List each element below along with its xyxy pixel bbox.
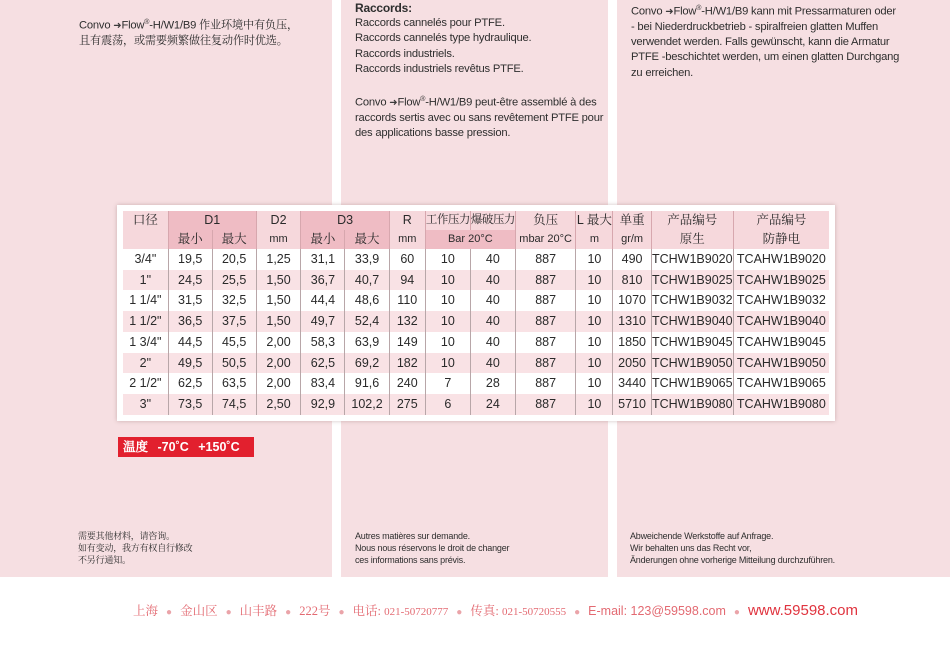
table-cell: 52,4 — [345, 311, 389, 332]
table-cell: 6 — [425, 394, 470, 415]
table-cell: 36,7 — [301, 270, 345, 291]
table-cell: 182 — [389, 353, 425, 374]
table-cell: 10 — [576, 290, 613, 311]
table-cell: 2050 — [613, 353, 651, 374]
header-length-unit: m — [576, 230, 613, 249]
table-cell: 10 — [576, 394, 613, 415]
table-cell: 63,5 — [212, 373, 256, 394]
note-line: Nous nous réservons le droit de changer — [355, 543, 510, 553]
table-cell: TCAHW1B9020 — [733, 249, 829, 270]
table-cell: 36,5 — [168, 311, 212, 332]
table-cell: 40 — [470, 311, 515, 332]
footer-number: 222号 — [299, 604, 331, 618]
note-line: Wir behalten uns das Recht vor, — [630, 543, 752, 553]
table-cell: TCAHW1B9065 — [733, 373, 829, 394]
table-cell: 887 — [515, 353, 576, 374]
table-cell: 10 — [576, 332, 613, 353]
intro-text: 作业环境中有负压， — [196, 19, 298, 32]
table-cell: TCHW1B9025 — [651, 270, 733, 291]
table-cell: 19,5 — [168, 249, 212, 270]
table-cell: TCAHW1B9045 — [733, 332, 829, 353]
table-cell: 73,5 — [168, 394, 212, 415]
table-cell: TCAHW1B9050 — [733, 353, 829, 374]
table-cell: 33,9 — [345, 249, 389, 270]
note-line: Änderungen ohne vorherige Mitteilung durchzuführen. — [630, 555, 835, 565]
table-row — [123, 311, 829, 332]
header-r: R — [389, 211, 425, 230]
german-line: - bei Niederdruckbetrieb - spiralfreien glatten Muffen — [631, 20, 879, 33]
table-cell: 24 — [470, 394, 515, 415]
table-cell: 10 — [576, 270, 613, 291]
table-cell: 5710 — [613, 394, 651, 415]
bullet-icon: ● — [456, 607, 463, 618]
table-cell: 275 — [389, 394, 425, 415]
table-cell: 240 — [389, 373, 425, 394]
german-line: zu erreichen. — [631, 66, 694, 79]
table-cell: 149 — [389, 332, 425, 353]
table-cell: 1 1/2" — [123, 311, 168, 332]
table-cell: 62,5 — [168, 373, 212, 394]
arrow-icon: ➜ — [389, 97, 398, 109]
table-cell: 1,50 — [256, 311, 301, 332]
table-cell: 3/4" — [134, 252, 157, 266]
header-burst-pressure: 爆破压力 — [470, 211, 515, 230]
table-cell: TCHW1B9065 — [651, 373, 733, 394]
temperature-min: -70˚C — [157, 440, 189, 454]
assembly-line-3: des applications basse pression. — [355, 127, 511, 140]
table-cell: 20,5 — [212, 249, 256, 270]
table-row — [123, 290, 829, 311]
table-cell: 94 — [389, 270, 425, 291]
table-cell: 83,4 — [301, 373, 345, 394]
table-cell: 2,00 — [256, 332, 301, 353]
header-size: 口径 — [123, 211, 168, 230]
header-length: L 最大 — [576, 211, 613, 230]
table-cell: 2 1/2" — [129, 376, 162, 391]
note-line: Abweichende Werkstoffe auf Anfrage. — [630, 531, 774, 541]
assembly-french — [355, 92, 603, 141]
table-cell: 40 — [470, 290, 515, 311]
german-line: verwendet werden. Falls gewünscht, kann die Armatur — [631, 36, 890, 49]
bullet-icon: ● — [338, 607, 345, 618]
header-vacuum-unit: mbar 20°C — [515, 230, 576, 249]
table-cell: TCHW1B9045 — [651, 332, 733, 353]
note-chinese — [78, 530, 192, 566]
raccords-item: Raccords cannelés pour PTFE. — [355, 17, 505, 30]
registered-mark: ® — [144, 19, 150, 26]
header-d3-max: 最大 — [345, 230, 389, 249]
raccords-section — [355, 1, 531, 77]
table-cell: 49,5 — [168, 353, 212, 374]
footer-road: 山丰路 — [239, 604, 278, 618]
table-cell: 132 — [389, 311, 425, 332]
table-row — [123, 249, 829, 270]
table-cell: 810 — [613, 270, 651, 291]
table-cell: 32,5 — [212, 290, 256, 311]
bullet-icon: ● — [574, 607, 581, 618]
header-r-unit: mm — [389, 230, 425, 249]
table-row — [123, 373, 829, 394]
table-cell: 10 — [576, 373, 613, 394]
header-d1-min: 最小 — [168, 230, 212, 249]
table-cell: 10 — [425, 290, 470, 311]
table-cell: 10 — [425, 249, 470, 270]
spec-table-card — [117, 205, 835, 421]
note-german — [630, 530, 835, 566]
header-code-standard: 产品编号 — [651, 211, 733, 230]
table-cell: TCAHW1B9080 — [733, 394, 829, 415]
table-cell: 887 — [515, 249, 576, 270]
header-weight: 单重 — [613, 211, 651, 230]
table-row — [123, 353, 829, 374]
table-cell: 1070 — [613, 290, 651, 311]
table-cell: TCHW1B9050 — [651, 353, 733, 374]
note-french — [355, 530, 509, 566]
table-cell: 74,5 — [212, 394, 256, 415]
table-cell: 1,50 — [256, 270, 301, 291]
header-code-antistatic-sub: 防静电 — [733, 230, 829, 249]
table-cell: 91,6 — [345, 373, 389, 394]
table-cell: 887 — [515, 311, 576, 332]
table-cell: 40,7 — [345, 270, 389, 291]
temperature-max: +150˚C — [198, 440, 240, 454]
table-cell: 887 — [515, 394, 576, 415]
table-row — [123, 394, 829, 415]
table-cell: 40 — [470, 249, 515, 270]
table-cell: 40 — [470, 270, 515, 291]
table-cell: 7 — [425, 373, 470, 394]
table-cell: 63,9 — [345, 332, 389, 353]
header-d2-unit: mm — [256, 230, 301, 249]
table-cell: 40 — [470, 353, 515, 374]
footer-email[interactable]: E-mail: 123@59598.com — [588, 604, 726, 618]
product-name: Flow — [397, 96, 421, 109]
table-cell: 40 — [470, 332, 515, 353]
table-cell: 3" — [123, 394, 168, 415]
table-cell: 110 — [389, 290, 425, 311]
table-cell: 1,50 — [256, 290, 301, 311]
header-pressure-unit: Bar 20°C — [425, 230, 515, 249]
table-cell: 10 — [425, 353, 470, 374]
registered-mark: ® — [420, 96, 426, 103]
footer-fax: 021-50720555 — [501, 606, 567, 618]
footer-phone-label: 电话: — [352, 604, 381, 618]
assembly-text: peut-être assemblé à des — [472, 96, 597, 109]
table-cell: 1" — [123, 270, 168, 291]
footer-phone: 021-50720777 — [384, 606, 449, 618]
table-cell: TCAHW1B9025 — [733, 270, 829, 291]
raccords-item: Raccords industriels revêtus PTFE. — [355, 62, 524, 75]
header-vacuum: 负压 — [515, 211, 576, 230]
table-cell: TCAHW1B9040 — [733, 311, 829, 332]
table-cell: TCHW1B9032 — [651, 290, 733, 311]
product-name: Flow — [673, 5, 697, 18]
header-d2: D2 — [256, 211, 301, 230]
note-line: ces informations sans prévis. — [355, 555, 466, 565]
bullet-icon: ● — [285, 607, 292, 618]
contact-footer — [133, 601, 858, 619]
table-cell: 31,5 — [168, 290, 212, 311]
table-cell: 2,00 — [256, 353, 301, 374]
table-cell: 25,5 — [212, 270, 256, 291]
table-cell: 490 — [613, 249, 651, 270]
table-cell: 887 — [515, 373, 576, 394]
header-code-antistatic: 产品编号 — [733, 211, 829, 230]
model-code: -H/W1/B9 — [149, 19, 197, 32]
arrow-icon: ➜ — [113, 20, 122, 32]
registered-mark: ® — [696, 5, 702, 12]
note-line: 需要其他材料，请咨询。 — [78, 531, 175, 541]
header-size-blank — [123, 230, 168, 249]
note-line: 不另行通知。 — [78, 555, 131, 565]
table-cell: 62,5 — [301, 353, 345, 374]
table-cell: 50,5 — [212, 353, 256, 374]
german-line: PTFE -beschichtet werden, um einen glatten Durchgang — [631, 51, 900, 64]
footer-district: 金山区 — [180, 604, 218, 618]
table-cell: 31,1 — [301, 249, 345, 270]
table-cell: TCHW1B9080 — [651, 394, 733, 415]
bullet-icon: ● — [166, 607, 173, 618]
header-code-standard-sub: 原生 — [651, 230, 733, 249]
table-cell: 2" — [123, 353, 168, 374]
table-cell: TCHW1B9020 — [651, 249, 733, 270]
table-cell: 24,5 — [168, 270, 212, 291]
table-cell: 28 — [470, 373, 515, 394]
brand-name: Convo — [355, 96, 387, 109]
brand-name: Convo — [79, 19, 111, 32]
table-cell: 10 — [576, 311, 613, 332]
footer-website-link[interactable]: www.59598.com — [747, 602, 859, 619]
bullet-icon: ● — [733, 607, 740, 618]
table-row — [123, 332, 829, 353]
spec-table-body — [123, 249, 829, 415]
table-cell: 44,4 — [301, 290, 345, 311]
raccords-heading: Raccords: — [355, 1, 412, 15]
temperature-badge — [118, 437, 254, 457]
product-name: Flow — [121, 19, 145, 32]
table-cell: 10 — [425, 311, 470, 332]
header-d3: D3 — [301, 211, 389, 230]
footer-city: 上海 — [133, 604, 159, 618]
table-cell: 3440 — [613, 373, 651, 394]
header-d1-max: 最大 — [212, 230, 256, 249]
table-cell: 2,00 — [256, 373, 301, 394]
table-cell: 10 — [576, 353, 613, 374]
table-cell: 2,50 — [256, 394, 301, 415]
header-d1: D1 — [168, 211, 256, 230]
table-cell: 58,3 — [301, 332, 345, 353]
intro-chinese — [79, 15, 298, 49]
german-description — [631, 1, 899, 81]
bullet-icon: ● — [225, 607, 232, 618]
assembly-line-2: raccords sertis avec ou sans revêtement PTFE pour — [355, 111, 604, 124]
model-code: -H/W1/B9 — [701, 5, 749, 18]
raccords-item: Raccords industriels. — [355, 47, 455, 60]
table-cell: 49,7 — [301, 311, 345, 332]
table-cell: 887 — [515, 290, 576, 311]
arrow-icon: ➜ — [665, 6, 674, 18]
table-cell: 1850 — [613, 332, 651, 353]
raccords-item: Raccords cannelés type hydraulique. — [355, 32, 532, 45]
table-cell: 10 — [576, 249, 613, 270]
header-d3-min: 最小 — [301, 230, 345, 249]
table-row — [123, 270, 829, 291]
table-cell: TCHW1B9040 — [651, 311, 733, 332]
note-line: 如有变动，我方有权自行修改 — [78, 543, 193, 553]
brand-name: Convo — [631, 5, 663, 18]
table-cell: 92,9 — [301, 394, 345, 415]
table-cell: 60 — [389, 249, 425, 270]
note-line: Autres matières sur demande. — [355, 531, 470, 541]
table-cell: 887 — [515, 270, 576, 291]
table-cell: 69,2 — [345, 353, 389, 374]
table-cell: 10 — [425, 332, 470, 353]
header-work-pressure: 工作压力 — [425, 211, 470, 230]
table-cell: 1,25 — [256, 249, 301, 270]
spec-table — [123, 211, 829, 415]
temperature-label: 温度 — [123, 440, 149, 454]
model-code: -H/W1/B9 — [425, 96, 473, 109]
table-cell: 44,5 — [168, 332, 212, 353]
intro-line-2: 且有震荡，或需要频繁做往复动作时优选。 — [79, 34, 288, 47]
table-cell: 1 1/4" — [129, 293, 162, 308]
table-cell: 10 — [425, 270, 470, 291]
table-cell: 48,6 — [345, 290, 389, 311]
german-text: kann mit Pressarmaturen oder — [748, 5, 896, 18]
header-weight-unit: gr/m — [613, 230, 651, 249]
table-cell: TCAHW1B9032 — [733, 290, 829, 311]
table-cell: 45,5 — [212, 332, 256, 353]
table-cell: 887 — [515, 332, 576, 353]
footer-fax-label: 传真: — [470, 604, 499, 618]
table-cell: 1310 — [613, 311, 651, 332]
table-cell: 37,5 — [212, 311, 256, 332]
table-cell: 1 3/4" — [129, 334, 162, 349]
table-cell: 102,2 — [345, 394, 389, 415]
